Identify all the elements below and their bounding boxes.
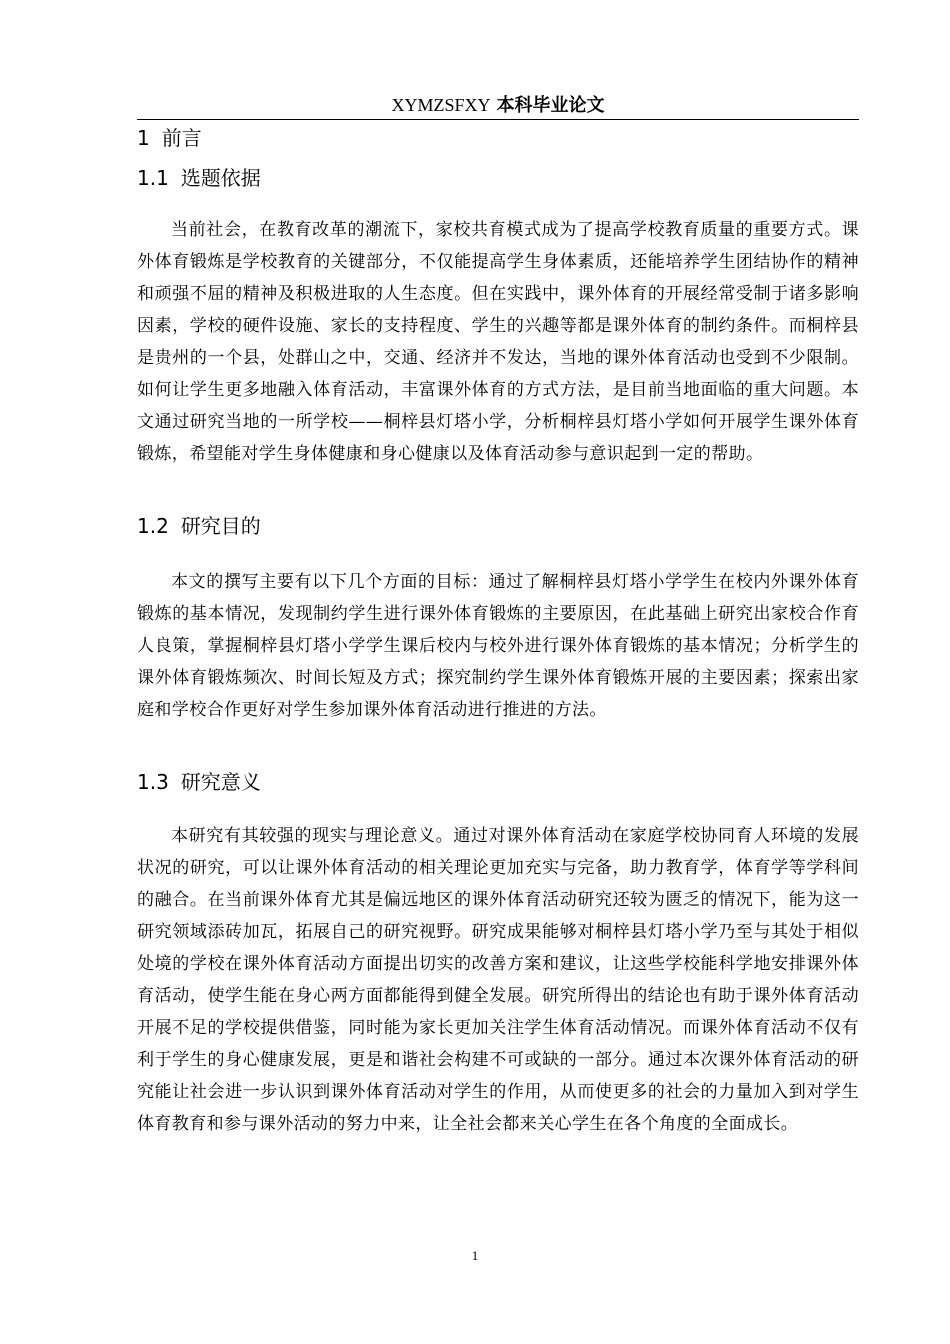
section-paragraph: 本文的撰写主要有以下几个方面的目标：通过了解桐梓县灯塔小学学生在校内外课外体育锻炼的基本情况，发现制约学生进行课外体育锻炼的主要原因，在此基础上研究出家校合作育人良策，掌握桐梓县灯塔小学学生课后校内与校外进行课外体育锻炼的基本情况；分析学生的课外体育锻炼频次、时间长短及方式；探究制约学生课外体育锻炼开展的主要因素；探索出家庭和学校合作更好对学生参加课外体育活动进行推进的方法。 — [137, 572, 859, 720]
chapter-title: 前言 — [161, 126, 202, 150]
section-title: 研究目的 — [180, 514, 261, 538]
section-paragraph: 当前社会，在教育改革的潮流下，家校共育模式成为了提高学校教育质量的重要方式。课外体育锻炼是学校教育的关键部分，不仅能提高学生身体素质，还能培养学生团结协作的精神和顽强不屈的精神及积极进取的人生态度。但在实践中，课外体育的开展经常受制于诸多影响因素，学校的硬件设施、家长的支持程度、学生的兴趣等都是课外体育的制约条件。而桐梓县是贵州的一个县，处群山之中，交通、经济并不发达，当地的课外体育活动也受到不少限制。如何让学生更多地融入体育活动，丰富课外体育的方式方法，是目前当地面临的重大问题。本文通过研究当地的一所学校——桐梓县灯塔小学，分析桐梓县灯塔小学如何开展学生课外体育锻炼，希望能对学生身体健康和身心健康以及体育活动参与意识起到一定的帮助。 — [137, 220, 859, 464]
header-latin: XYMZSFXY — [391, 95, 491, 115]
section-number: 1.3 — [137, 770, 169, 794]
chapter-heading — [137, 124, 202, 152]
section-heading — [137, 768, 261, 796]
section-title: 研究意义 — [180, 770, 261, 794]
section-paragraph: 本研究有其较强的现实与理论意义。通过对课外体育活动在家庭学校协同育人环境的发展状况的研究，可以让课外体育活动的相关理论更加充实与完备，助力教育学，体育学等学科间的融合。在当前课外体育尤其是偏远地区的课外体育活动研究还较为匮乏的情况下，能为这一研究领域添砖加瓦，拓展自己的研究视野。研究成果能够对桐梓县灯塔小学乃至与其处于相似处境的学校在课外体育活动方面提出切实的改善方案和建议，让这些学校能科学地安排课外体育活动，使学生能在身心两方面都能得到健全发展。研究所得出的结论也有助于课外体育活动开展不足的学校提供借鉴，同时能为家长更加关注学生体育活动情况。而课外体育活动不仅有利于学生的身心健康发展，更是和谐社会构建不可或缺的一部分。通过本次课外体育活动的研究能让社会进一步认识到课外体育活动对学生的作用，从而使更多的社会的力量加入到对学生体育教育和参与课外活动的努力中来，让全社会都来关心学生在各个角度的全面成长。 — [137, 826, 859, 1134]
header-title: 本科毕业论文 — [496, 95, 605, 116]
page-number: 1 — [471, 1248, 479, 1263]
page-header — [137, 92, 859, 118]
header-rule — [137, 119, 859, 120]
section-number: 1.1 — [137, 166, 169, 190]
section-heading — [137, 164, 261, 192]
section-title: 选题依据 — [180, 166, 261, 190]
section-number: 1.2 — [137, 514, 169, 538]
chapter-number: 1 — [137, 126, 150, 150]
section-heading — [137, 512, 261, 540]
